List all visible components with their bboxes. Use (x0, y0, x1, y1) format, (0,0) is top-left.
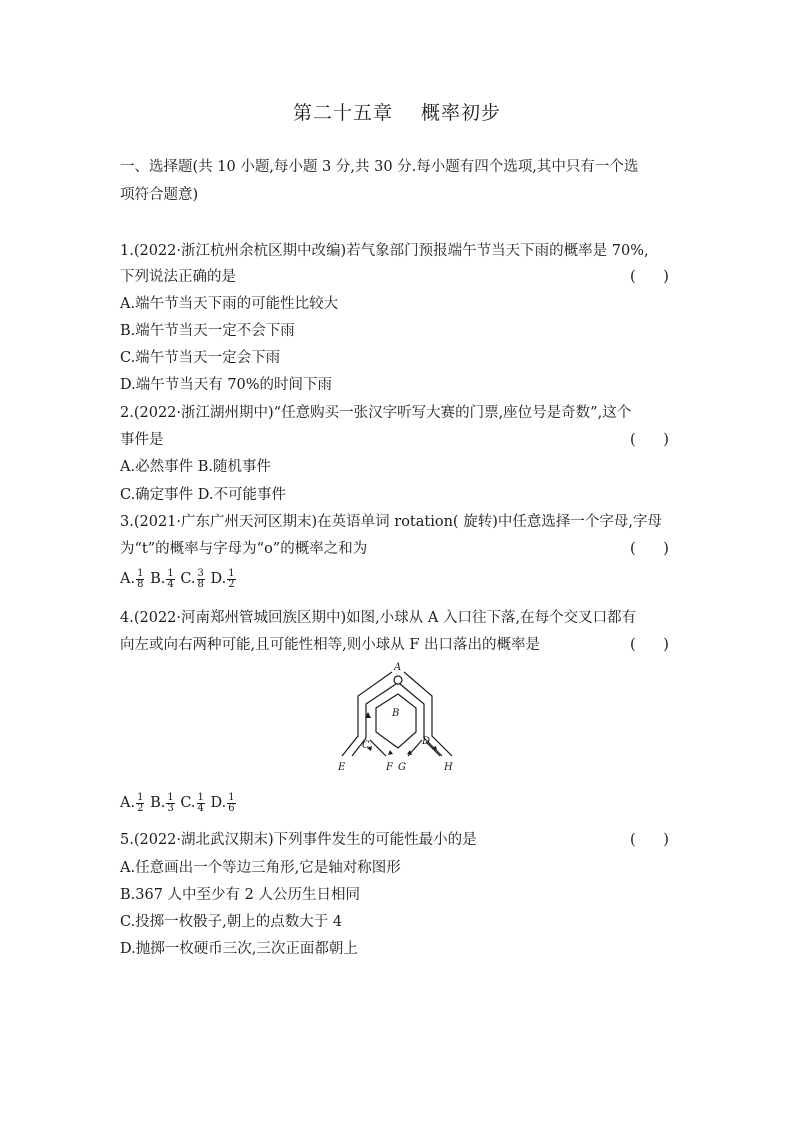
q3-stem-line2: 为“t”的概率与字母为“o”的概率之和为 (120, 541, 368, 557)
q4-stem-line2: 向左或向右两种可能,且可能性相等,则小球从 F 出口落出的概率是 (120, 637, 540, 653)
q1-option-b: B.端午节当天一定不会下雨 (120, 323, 295, 339)
q1-stem-line1: 1.(2022·浙江杭州余杭区期中改编)若气象部门预报端午节当天下雨的概率是 70%, (120, 243, 649, 259)
section-heading-line1: 一、选择题(共 10 小题,每小题 3 分,共 30 分.每小题有四个选项,其中只有一个选 (120, 159, 639, 175)
chapter-name: 概率初步 (421, 102, 502, 124)
chapter-number: 第二十五章 (292, 102, 393, 124)
q5-option-d: D.抛掷一枚硬币三次,三次正面都朝上 (120, 941, 358, 957)
q2-options-line2: C.确定事件 D.不可能事件 (120, 487, 287, 503)
diagram-label-e: E (338, 762, 346, 773)
diagram-inner-left (352, 684, 396, 756)
chapter-title (0, 98, 794, 125)
q1-answer-blank: ( ) (630, 269, 669, 285)
q4-option-a: A. $\frac{1}{2}$ (120, 791, 144, 814)
diagram-label-d: D (422, 736, 431, 747)
q4-option-d: D. $\frac{1}{6}$ (210, 791, 235, 814)
q1-option-a: A.端午节当天下雨的可能性比较大 (120, 296, 339, 312)
q3-answer-blank: ( ) (630, 541, 669, 557)
q3-options (120, 568, 237, 590)
ball-drop-diagram (328, 660, 468, 780)
q1-stem-line2: 下列说法正确的是 (120, 269, 236, 285)
q4-answer-blank: ( ) (630, 637, 669, 653)
q1-option-c: C.端午节当天一定会下雨 (120, 350, 281, 366)
diagram-label-c: C (362, 740, 370, 751)
q3-stem-line1: 3.(2021·广东广州天河区期末)在英语单词 rotation( 旋转)中任意选择一个字母,字母 (120, 514, 662, 530)
diagram-ball (394, 676, 402, 684)
q5-stem: 5.(2022·湖北武汉期末)下列事件发生的可能性最小的是 (120, 832, 477, 848)
q4-option-b: B. $\frac{1}{3}$ (150, 791, 174, 814)
q2-stem-line1: 2.(2022·浙江湖州期中)“任意购买一张汉字听写大赛的门票,座位号是奇数”,这个 (120, 405, 632, 421)
diagram-inner-hexagon (376, 694, 416, 748)
q5-answer-blank: ( ) (630, 832, 669, 848)
section-heading-line2: 项符合题意) (120, 187, 199, 203)
diagram-label-f: F (386, 762, 393, 773)
q3-option-a: A. $\frac{1}{8}$ (120, 567, 144, 590)
q2-stem-line2: 事件是 (120, 432, 164, 448)
q2-options-line1: A.必然事件 B.随机事件 (120, 459, 271, 475)
diagram-label-a: A (394, 662, 402, 673)
q4-stem-line1: 4.(2022·河南郑州管城回族区期中)如图,小球从 A 入口往下落,在每个交叉口都有 (120, 610, 637, 626)
q2-answer-blank: ( ) (630, 432, 669, 448)
diagram-label-b: B (392, 708, 400, 719)
q3-option-b: B. $\frac{1}{4}$ (150, 567, 174, 590)
diagram-arrow-3 (388, 750, 393, 755)
diagram-branch-cf (370, 740, 386, 756)
q4-option-c: C. $\frac{1}{4}$ (180, 791, 204, 814)
q3-option-d: D. $\frac{1}{2}$ (210, 567, 235, 590)
diagram-label-g: G (398, 762, 406, 773)
q4-options (120, 792, 237, 814)
diagram-label-h: H (444, 762, 453, 773)
q3-option-c: C. $\frac{3}{8}$ (180, 567, 204, 590)
q5-option-a: A.任意画出一个等边三角形,它是轴对称图形 (120, 860, 401, 876)
diagram-inner-right (400, 684, 442, 756)
q5-option-b: B.367 人中至少有 2 人公历生日相同 (120, 887, 360, 903)
q5-option-c: C.投掷一枚骰子,朝上的点数大于 4 (120, 914, 343, 930)
q1-option-d: D.端午节当天有 70%的时间下雨 (120, 377, 333, 393)
